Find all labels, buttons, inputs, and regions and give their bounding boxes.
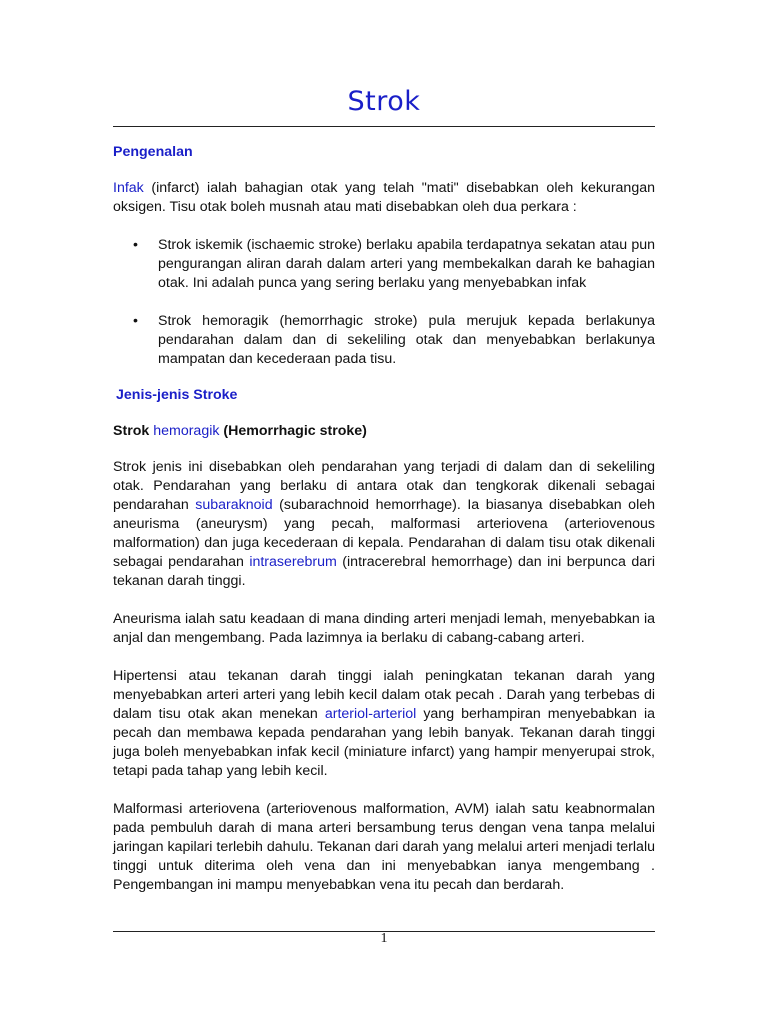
- subaraknoid-link[interactable]: subaraknoid: [195, 497, 273, 513]
- intro-text: (infarct) ialah bahagian otak yang telah "mati" disebabkan oleh kekurangan oksigen. Tisu otak boleh musnah atau mati disebabkan oleh dua perkara :: [113, 180, 655, 215]
- title-divider: [113, 126, 655, 127]
- paragraph-hipertensi: [113, 667, 655, 781]
- para3-text-a: Hipertensi atau tekanan darah tinggi ialah peningkatan tekanan darah yang menyebabkan arteri arteri yang lebih kecil dalam otak pecah . Darah yang terbebas di dalam tisu otak akan menekan: [113, 668, 655, 722]
- page-title: Strok: [347, 86, 421, 117]
- arteriol-link[interactable]: arteriol-arteriol: [324, 706, 417, 722]
- para1-text-a: Strok jenis ini disebabkan oleh pendarahan yang terjadi di dalam dan di sekeliling otak. Pendarahan yang berlaku di antara otak dan tengkorak dikenali sebagai pendarahan: [113, 459, 655, 513]
- hemoragik-link[interactable]: hemoragik: [153, 423, 220, 439]
- paragraph-hemorrhagic: [113, 458, 655, 591]
- para1-text-c: (intracerebral hemorrhage) dan ini berpunca dari tekanan darah tinggi.: [113, 554, 655, 589]
- page-number: 1: [380, 931, 388, 946]
- intraserebrum-link[interactable]: intraserebrum: [249, 554, 337, 570]
- list-item-text: Strok iskemik (ischaemic stroke) berlaku apabila terdapatnya sekatan atau pun pengurangan aliran darah dalam arteri yang membekalkan darah ke bahagian otak. Ini adalah punca yang sering berlaku yang menyebabkan infak: [158, 237, 655, 291]
- section-heading-pengenalan: Pengenalan: [113, 144, 193, 160]
- list-item: [113, 312, 655, 369]
- subheading-pre: Strok: [113, 423, 154, 439]
- bullet-icon: •: [133, 237, 138, 253]
- list-item-text: Strok hemoragik (hemorrhagic stroke) pula merujuk kepada berlakunya pendarahan dalam dan di sekeliling otak dan menyebabkan berlakunya mampatan dan kecederaan pada tisu.: [158, 313, 655, 367]
- document-page: [113, 0, 655, 1024]
- para1-text-b: (subarachnoid hemorrhage). Ia biasanya disebabkan oleh aneurisma (aneurysm) yang pecah, malformasi arteriovena (arteriovenous malformation) dan juga kecederaan di kepala. Pendarahan di dalam tisu otak dikenali sebagai pendarahan: [113, 497, 656, 570]
- paragraph-aneurisma: Aneurisma ialah satu keadaan di mana dinding arteri menjadi lemah, menyebabkan ia anjal dan mengembang. Pada lazimnya ia berlaku di cabang-cabang arteri.: [113, 611, 655, 646]
- section-heading-jenis: Jenis-jenis Stroke: [116, 387, 238, 403]
- list-item: [113, 236, 655, 293]
- bullet-icon: •: [133, 313, 138, 329]
- stroke-types-list: [113, 236, 655, 369]
- document-body: [113, 143, 655, 895]
- subheading-hemorrhagic: [113, 422, 655, 441]
- paragraph-avm: Malformasi arteriovena (arteriovenous malformation, AVM) ialah satu keabnormalan pada pembuluh darah di mana arteri bersambung terus dengan vena tanpa melalui jaringan kapilari terlebih dahulu. Tekanan dari darah yang melalui arteri menjadi terlalu tinggi untuk diterima oleh vena dan ini menyebabkan ianya mengembang . Pengembangan ini mampu menyebabkan vena itu pecah dan berdarah.: [113, 801, 655, 893]
- infak-link[interactable]: Infak: [113, 180, 144, 196]
- subheading-post: (Hemorrhagic stroke): [219, 423, 367, 439]
- para3-text-b: yang berhampiran menyebabkan ia pecah dan membawa kepada pendarahan yang lebih banyak. Tekanan darah tinggi juga boleh menyebabkan infak kecil (miniature infarct) yang hampir menyerupai strok, tetapi pada tahap yang lebih kecil.: [113, 706, 656, 779]
- intro-paragraph: [113, 179, 655, 217]
